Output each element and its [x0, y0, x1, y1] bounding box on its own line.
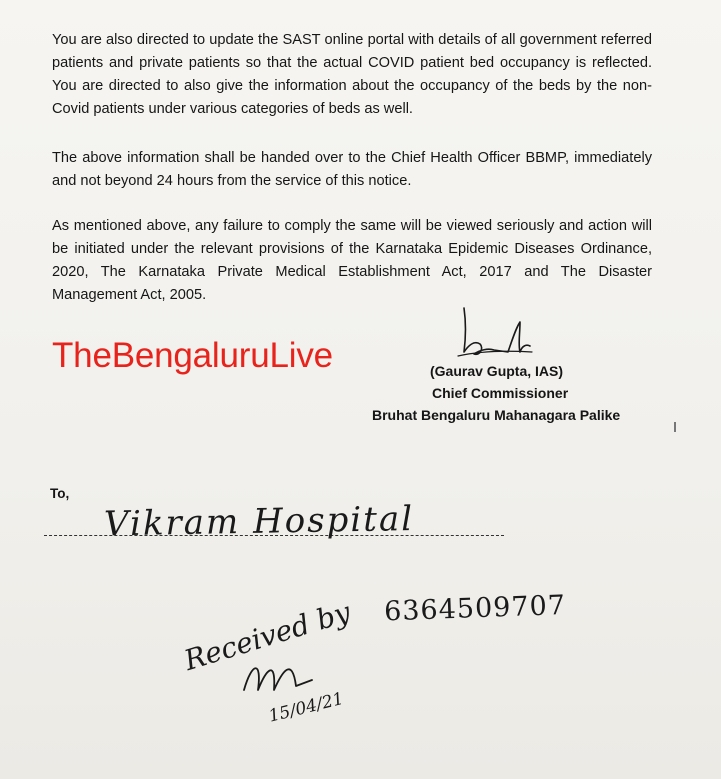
- signatory-name: (Gaurav Gupta, IAS): [430, 363, 564, 379]
- to-label: To,: [50, 486, 70, 501]
- handwritten-phone: 6364509707: [383, 590, 567, 628]
- handwritten-addressee: Vikram Hospital: [103, 499, 415, 545]
- handwritten-date: 15/04/21: [266, 688, 346, 727]
- signatory-designation: Chief Commissioner: [432, 385, 569, 401]
- margin-mark: [674, 422, 676, 432]
- initials-scribble: [244, 668, 312, 690]
- signatory-organization: Bruhat Bengaluru Mahanagara Palike: [372, 407, 621, 423]
- signatory-block: [372, 360, 672, 426]
- handwritten-received-by: Received by: [180, 595, 355, 678]
- paragraph-compliance-warning: As mentioned above, any failure to comply the same will be viewed seriously and action will be initiated under the relevant provisions of the Karnataka Epidemic Diseases Ordinance, 2020, The Karnataka Private Medical Establishment Act, 2017 and The Disaster Management Act, 2005.: [52, 217, 652, 303]
- watermark: TheBengaluruLive: [52, 336, 333, 375]
- paragraph-sast-update: You are also directed to update the SAST online portal with details of all government referred patients and private patients so that the actual COVID patient bed occupancy is reflected. You are directed to also give the information about the occupancy of the beds by the non-Covid patients under various categories of beds as well.: [52, 31, 652, 117]
- paragraph-handover: The above information shall be handed over to the Chief Health Officer BBMP, immediately and not beyond 24 hours from the service of this notice.: [52, 149, 652, 189]
- addressee-line: [44, 535, 504, 536]
